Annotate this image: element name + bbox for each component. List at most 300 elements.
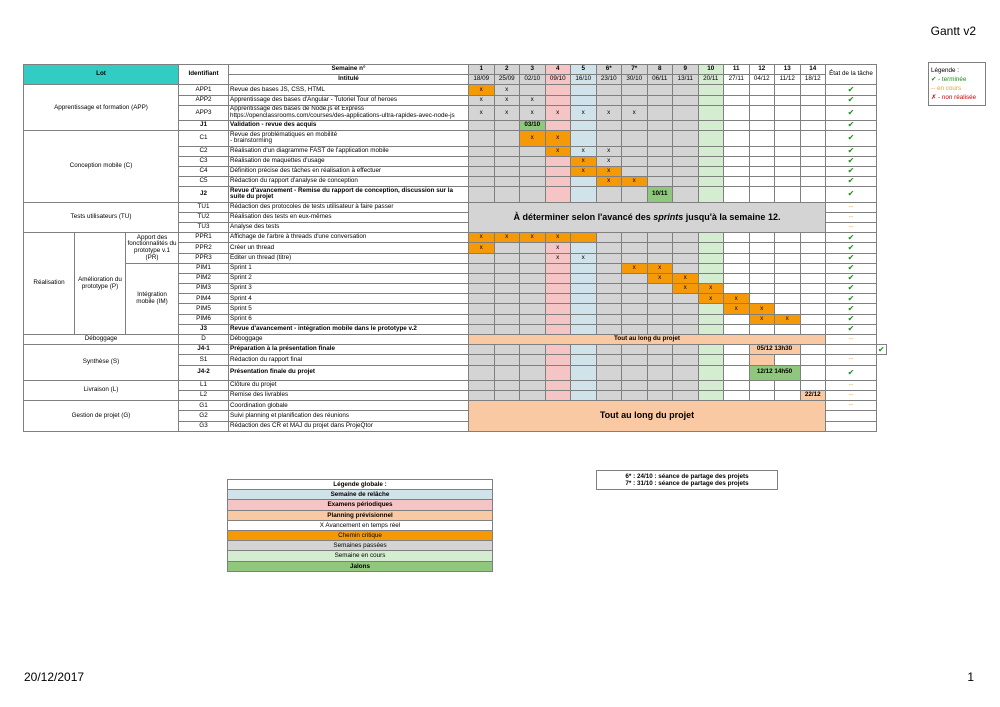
- week-cell: [469, 166, 495, 176]
- week-cell: [647, 314, 673, 324]
- week-cell: [469, 121, 495, 131]
- week-cell: [800, 284, 826, 294]
- week-cell: [571, 284, 597, 294]
- week-cell: [673, 355, 699, 365]
- progress-mark: x: [545, 146, 571, 156]
- progress-mark: x: [596, 146, 622, 156]
- week-cell: [698, 105, 724, 120]
- week-cell: [775, 284, 801, 294]
- week-cell: [775, 166, 801, 176]
- week-cell: [775, 233, 801, 243]
- week-cell: [673, 233, 699, 243]
- task-title-line2: - brainstorming: [230, 137, 272, 145]
- progress-mark: x: [749, 314, 775, 324]
- week-cell: [698, 365, 724, 380]
- week-cell: [775, 156, 801, 166]
- task-status: --: [826, 212, 877, 222]
- week-cell: [622, 156, 648, 166]
- week-date: 27/11: [724, 75, 750, 85]
- task-title: [229, 146, 469, 156]
- week-cell: [800, 365, 826, 380]
- week-cell: [571, 355, 597, 365]
- task-title-text: Sprint 5: [230, 304, 252, 312]
- week-cell: [469, 324, 495, 334]
- week-cell: [647, 156, 673, 166]
- week-cell: [647, 131, 673, 146]
- week-cell: [800, 253, 826, 263]
- task-status: --: [826, 391, 877, 401]
- week-cell: [724, 95, 750, 105]
- progress-mark: x: [469, 243, 495, 253]
- milestone-cell: 22/12: [800, 391, 826, 401]
- week-number: 1: [469, 65, 495, 75]
- week-cell: [596, 263, 622, 273]
- week-cell: [673, 380, 699, 390]
- week-cell: [596, 355, 622, 365]
- progress-mark: x: [494, 233, 520, 243]
- week-cell: [800, 146, 826, 156]
- task-id: C2: [179, 146, 229, 156]
- week-cell: [698, 146, 724, 156]
- page-title: Gantt v2: [930, 24, 976, 38]
- task-status: ✔: [826, 177, 877, 187]
- task-id: C3: [179, 156, 229, 166]
- week-cell: [571, 85, 597, 95]
- note-week-6: 6* : 24/10 : séance de partage des projets: [625, 473, 749, 480]
- week-number: 6*: [596, 65, 622, 75]
- progress-mark: x: [520, 131, 546, 146]
- week-cell: [800, 187, 826, 202]
- task-title-text: Validation - revue des acquis: [230, 121, 317, 129]
- week-date: 25/09: [494, 75, 520, 85]
- task-id: L1: [179, 380, 229, 390]
- task-row: [24, 380, 887, 390]
- group-debogage: Déboggage: [24, 335, 179, 345]
- task-id: APP1: [179, 85, 229, 95]
- task-id: PIM4: [179, 294, 229, 304]
- week-cell: [494, 284, 520, 294]
- week-cell: [545, 177, 571, 187]
- week-cell: [469, 345, 495, 355]
- progress-mark: x: [545, 131, 571, 146]
- task-title: [229, 324, 469, 334]
- task-title: [229, 253, 469, 263]
- task-id: G2: [179, 411, 229, 421]
- task-title-text: Remise des livrables: [230, 391, 289, 399]
- task-title: [229, 166, 469, 176]
- week-cell: [571, 345, 597, 355]
- task-id: APP2: [179, 95, 229, 105]
- task-title-text: Sprint 4: [230, 294, 252, 302]
- group-app: Apprentissage et formation (APP): [24, 85, 179, 131]
- task-title-text: Déboggage: [230, 335, 263, 343]
- week-cell: [724, 380, 750, 390]
- week-date: 04/12: [749, 75, 775, 85]
- week-cell: [647, 355, 673, 365]
- week-cell: [800, 294, 826, 304]
- week-cell: [698, 187, 724, 202]
- week-cell: [622, 243, 648, 253]
- week-cell: [647, 304, 673, 314]
- week-cell: [469, 314, 495, 324]
- task-title-text: Revue des problématiques en mobilité: [230, 130, 338, 138]
- gantt-table: [23, 64, 887, 432]
- week-cell: [494, 243, 520, 253]
- week-cell: [749, 85, 775, 95]
- week-number: 14: [800, 65, 826, 75]
- week-cell: [724, 365, 750, 380]
- week-cell: [545, 380, 571, 390]
- week-cell: [520, 253, 546, 263]
- week-cell: [673, 95, 699, 105]
- progress-mark: x: [469, 85, 495, 95]
- week-cell: [596, 85, 622, 95]
- status-legend: [928, 62, 986, 106]
- progress-mark: x: [545, 243, 571, 253]
- legend-realtime: X Avancement en temps réel: [228, 520, 493, 530]
- week-cell: [622, 391, 648, 401]
- week-cell: [775, 121, 801, 131]
- week-cell: [775, 146, 801, 156]
- task-title-text: Clôture du projet: [230, 381, 277, 389]
- week-cell: [749, 146, 775, 156]
- week-number: 9: [673, 65, 699, 75]
- week-cell: [698, 177, 724, 187]
- task-title: [229, 177, 469, 187]
- task-title-text: Sprint 3: [230, 284, 252, 292]
- week-cell: [749, 131, 775, 146]
- week-cell: [673, 314, 699, 324]
- week-cell: [800, 85, 826, 95]
- week-cell: [698, 355, 724, 365]
- week-cell: [596, 365, 622, 380]
- week-cell: [571, 177, 597, 187]
- task-status: --: [826, 380, 877, 390]
- task-title: [229, 187, 469, 202]
- task-status: ✔: [826, 146, 877, 156]
- week-date: 02/10: [520, 75, 546, 85]
- week-cell: [749, 233, 775, 243]
- week-cell: [545, 324, 571, 334]
- week-cell: [520, 304, 546, 314]
- week-cell: [469, 304, 495, 314]
- week-cell: [673, 121, 699, 131]
- week-cell: [494, 177, 520, 187]
- header-etat: État de la tâche: [826, 65, 877, 85]
- week-cell: [545, 273, 571, 283]
- week-cell: [800, 324, 826, 334]
- week-cell: [571, 187, 597, 202]
- task-title-text: Apprentissage des bases de Node.js et Express: [230, 105, 365, 113]
- progress-mark: x: [494, 105, 520, 120]
- task-id: J2: [179, 187, 229, 202]
- header-identifiant: Identifiant: [179, 65, 229, 85]
- week-cell: [775, 177, 801, 187]
- week-cell: [698, 233, 724, 243]
- task-title-text: Réalisation d'un diagramme FAST de l'application mobile: [230, 146, 389, 154]
- task-title: [229, 314, 469, 324]
- week-cell: [647, 345, 673, 355]
- week-cell: [698, 380, 724, 390]
- week-cell: [749, 391, 775, 401]
- week-cell: [800, 131, 826, 146]
- week-cell: [596, 314, 622, 324]
- progress-mark: x: [673, 284, 699, 294]
- task-id: J4-2: [179, 365, 229, 380]
- week-number: 7*: [622, 65, 648, 75]
- week-cell: [520, 314, 546, 324]
- task-status: ✔: [826, 324, 877, 334]
- week-cell: [520, 284, 546, 294]
- week-cell: [622, 345, 648, 355]
- week-cell: [749, 273, 775, 283]
- week-cell: [698, 263, 724, 273]
- week-cell: [724, 273, 750, 283]
- week-cell: [622, 355, 648, 365]
- task-row: [24, 233, 887, 243]
- header-lot: Lot: [24, 65, 179, 85]
- task-title-text: Rédaction du rapport final: [230, 355, 303, 363]
- week-cell: [596, 243, 622, 253]
- week-cell: [622, 131, 648, 146]
- group-gestion: Gestion de projet (G): [24, 401, 179, 432]
- week-cell: [647, 365, 673, 380]
- week-cell: [622, 233, 648, 243]
- week-cell: [749, 156, 775, 166]
- week-cell: [596, 391, 622, 401]
- week-cell: [775, 253, 801, 263]
- task-title-text: Réalisation de maquettes d'usage: [230, 157, 325, 164]
- progress-mark: x: [647, 263, 673, 273]
- global-legend-title: Légende globale :: [228, 480, 493, 490]
- week-cell: [622, 146, 648, 156]
- week-cell: [520, 166, 546, 176]
- week-cell: [724, 324, 750, 334]
- week-cell: [545, 284, 571, 294]
- week-cell: [545, 294, 571, 304]
- task-title-text: Présentation finale du projet: [230, 368, 316, 376]
- week-cell: [520, 380, 546, 390]
- week-cell: [596, 273, 622, 283]
- session-notes: [596, 470, 778, 490]
- task-title: [229, 95, 469, 105]
- task-id: APP3: [179, 105, 229, 120]
- task-title: [229, 355, 469, 365]
- week-cell: [775, 85, 801, 95]
- week-cell: [698, 121, 724, 131]
- week-cell: [622, 95, 648, 105]
- week-cell: [775, 324, 801, 334]
- week-cell: [800, 233, 826, 243]
- week-cell: [622, 166, 648, 176]
- week-cell: [775, 131, 801, 146]
- task-id: G1: [179, 401, 229, 411]
- week-cell: [647, 391, 673, 401]
- progress-mark: x: [749, 304, 775, 314]
- week-cell: [571, 273, 597, 283]
- week-cell: [520, 365, 546, 380]
- progress-mark: x: [545, 233, 571, 243]
- week-cell: [494, 166, 520, 176]
- week-cell: [749, 380, 775, 390]
- week-cell: [596, 380, 622, 390]
- week-cell: [520, 355, 546, 365]
- week-cell: [775, 380, 801, 390]
- week-cell: [469, 146, 495, 156]
- task-id: PIM1: [179, 263, 229, 273]
- week-cell: [545, 345, 571, 355]
- week-cell: [673, 156, 699, 166]
- week-cell: [647, 243, 673, 253]
- week-cell: [469, 177, 495, 187]
- task-id: C5: [179, 177, 229, 187]
- progress-mark: x: [520, 95, 546, 105]
- week-cell: [545, 166, 571, 176]
- week-cell: [545, 304, 571, 314]
- task-title-text: Rédaction du rapport d'analyse de conception: [230, 177, 358, 185]
- week-cell: [520, 294, 546, 304]
- week-cell: [545, 85, 571, 95]
- task-status: ✔: [826, 263, 877, 273]
- week-cell: [673, 253, 699, 263]
- week-cell: [749, 284, 775, 294]
- task-status: ✔: [826, 304, 877, 314]
- week-cell: [647, 324, 673, 334]
- progress-mark: x: [571, 105, 597, 120]
- task-status: ✔: [826, 187, 877, 202]
- task-title-text: Analyse des tests: [230, 223, 280, 231]
- legend-current-week: Semaine en cours: [228, 551, 493, 561]
- week-cell: [724, 243, 750, 253]
- week-number: 8: [647, 65, 673, 75]
- task-title: [229, 156, 469, 166]
- task-title-line2: https://openclassrooms.com/courses/des-applications-ultra-rapides-avec-node-js: [230, 111, 455, 119]
- week-cell: [647, 105, 673, 120]
- week-cell: [800, 304, 826, 314]
- week-cell: [698, 253, 724, 263]
- week-cell: [800, 156, 826, 166]
- week-date: 13/11: [673, 75, 699, 85]
- week-cell: [571, 121, 597, 131]
- week-cell: [647, 284, 673, 294]
- week-cell: [520, 156, 546, 166]
- week-cell: [596, 253, 622, 263]
- tests-banner: [469, 202, 826, 233]
- week-number: 13: [775, 65, 801, 75]
- task-id: L2: [179, 391, 229, 401]
- task-row: [24, 131, 887, 146]
- week-cell: [622, 85, 648, 95]
- progress-mark: x: [724, 304, 750, 314]
- task-status: ✔: [826, 131, 877, 146]
- week-cell: [673, 263, 699, 273]
- task-status: [826, 411, 877, 421]
- gestion-banner: Tout au long du projet: [469, 401, 826, 432]
- task-title: [229, 105, 469, 120]
- page-number: 1: [967, 670, 974, 684]
- week-cell: [596, 304, 622, 314]
- task-title: [229, 243, 469, 253]
- task-title-text: Préparation à la présentation finale: [230, 345, 335, 353]
- task-status: ✔: [826, 273, 877, 283]
- task-status: ✔: [826, 156, 877, 166]
- week-cell: [469, 253, 495, 263]
- week-cell: [622, 324, 648, 334]
- week-cell: [571, 365, 597, 380]
- task-status: ✔: [826, 365, 877, 380]
- week-cell: [469, 355, 495, 365]
- progress-mark: x: [571, 146, 597, 156]
- task-title: [229, 263, 469, 273]
- week-cell: [673, 304, 699, 314]
- group-livraison: Livraison (L): [24, 380, 179, 400]
- task-title-text: Revue d'avancement - intégration mobile dans le prototype v.2: [230, 325, 417, 333]
- week-cell: [800, 355, 826, 365]
- week-cell: [545, 355, 571, 365]
- week-cell: [673, 294, 699, 304]
- legend-in-progress: -- en cours: [931, 85, 962, 92]
- week-cell: [673, 105, 699, 120]
- week-cell: [775, 355, 801, 365]
- week-cell: [775, 304, 801, 314]
- week-cell: [520, 187, 546, 202]
- week-cell: [673, 166, 699, 176]
- week-cell: [545, 263, 571, 273]
- task-id: PIM6: [179, 314, 229, 324]
- legend-break-week: Semaine de relâche: [228, 490, 493, 500]
- week-date: 06/11: [647, 75, 673, 85]
- week-cell: [622, 253, 648, 263]
- task-status: ✔: [826, 233, 877, 243]
- task-status: ✔: [826, 253, 877, 263]
- week-cell: [494, 156, 520, 166]
- week-cell: [775, 187, 801, 202]
- week-cell: [596, 233, 622, 243]
- legend-not-done: ✗ - non réalisée: [931, 94, 977, 101]
- week-number: 10: [698, 65, 724, 75]
- task-id: TU3: [179, 222, 229, 232]
- progress-mark: x: [698, 284, 724, 294]
- task-status: --: [826, 222, 877, 232]
- task-title-text: Créer un thread: [230, 243, 275, 251]
- week-cell: [469, 273, 495, 283]
- week-cell: [622, 187, 648, 202]
- week-cell: [800, 166, 826, 176]
- week-cell: [724, 85, 750, 95]
- week-cell: [647, 121, 673, 131]
- week-cell: [571, 294, 597, 304]
- week-cell: [545, 95, 571, 105]
- week-cell: [749, 105, 775, 120]
- progress-mark: x: [571, 253, 597, 263]
- week-cell: [775, 263, 801, 273]
- week-cell: [647, 85, 673, 95]
- week-cell: [571, 95, 597, 105]
- week-cell: [724, 177, 750, 187]
- week-cell: [698, 156, 724, 166]
- week-cell: [520, 345, 546, 355]
- task-title: [229, 233, 469, 243]
- task-title-text: Affichage de l'arbre à threads d'une conversation: [230, 233, 367, 241]
- week-cell: [775, 105, 801, 120]
- week-cell: [698, 391, 724, 401]
- task-status: ✔: [826, 95, 877, 105]
- week-cell: [800, 314, 826, 324]
- week-cell: [800, 177, 826, 187]
- task-row: [24, 401, 887, 411]
- week-cell: [545, 121, 571, 131]
- task-status: --: [826, 401, 877, 411]
